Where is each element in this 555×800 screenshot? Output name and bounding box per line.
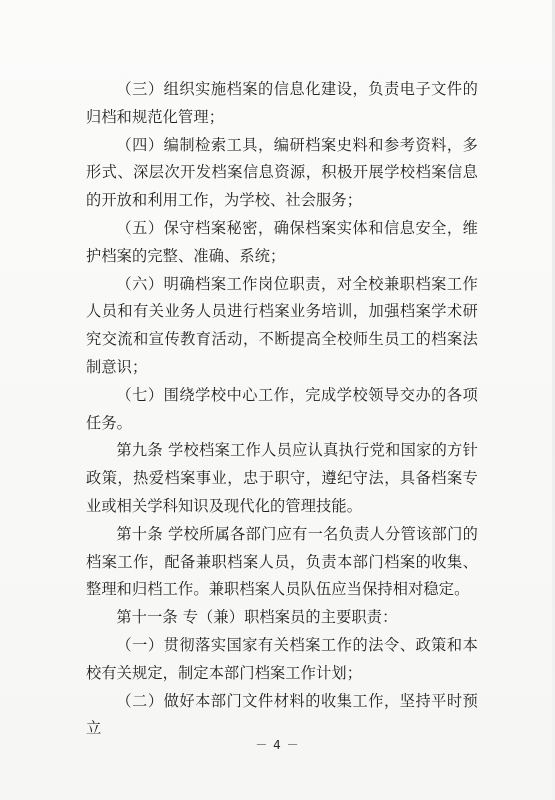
article-9: 第九条 学校档案工作人员应认真执行党和国家的方针政策，热爱档案事业，忠于职守，遵纪守法，具备档案专业或相关学科知识及现代化的管理技能。 — [86, 441, 478, 515]
paragraph-item-3: （三）组织实施档案的信息化建设，负责电子文件的归档和规范化管理； — [86, 80, 478, 126]
paragraph-item-7: （七）围绕学校中心工作，完成学校领导交办的各项任务。 — [86, 385, 478, 432]
article-11-item-2: （二）做好本部门文件材料的收集工作，坚持平时预立 — [86, 691, 478, 738]
article-11-item-1: （一）贯彻落实国家有关档案工作的法令、政策和本校有关规定，制定本部门档案工作计划； — [86, 635, 478, 682]
article-11-heading: 第十一条 专（兼）职档案员的主要职责： — [116, 608, 398, 627]
page-number: － 4 － — [255, 738, 300, 752]
paragraph-item-5: （五）保守档案秘密，确保档案实体和信息安全，维护档案的完整、准确、系统； — [86, 218, 478, 265]
paragraph-item-6: （六）明确档案工作岗位职责，对全校兼职档案工作人员和有关业务人员进行档案业务培训，加强档案学术研究交流和宣传教育活动，不断提高全校师生员工的档案法制意识； — [86, 274, 478, 376]
article-10: 第十条 学校所属各部门应有一名负责人分管该部门的档案工作，配备兼职档案人员，负责本部门档案的收集、整理和归档工作。兼职档案人员队伍应当保持相对稳定。 — [86, 524, 478, 599]
document-body — [86, 76, 478, 743]
paragraph-item-4: （四）编制检索工具，编研档案史料和参考资料，多形式、深层次开发档案信息资源，积极开展学校档案信息的开放和利用工作，为学校、社会服务； — [86, 135, 478, 210]
